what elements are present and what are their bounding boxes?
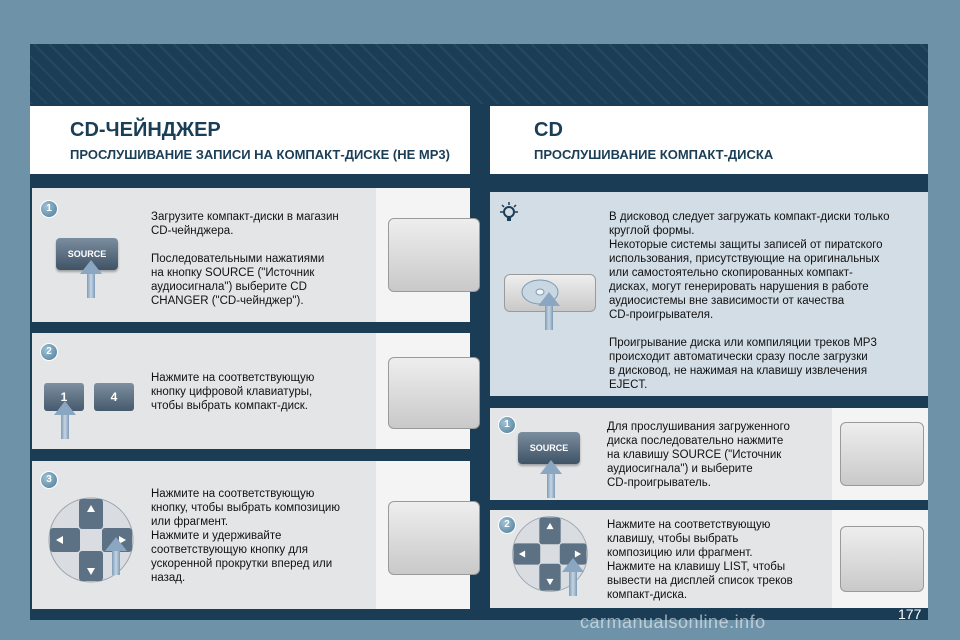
arrow-up-icon [538, 292, 560, 306]
arrow-stem [87, 274, 95, 298]
step-badge: 1 [498, 416, 516, 434]
step-text: Нажмите на соответствующую кнопку цифровой клавиатуры, чтобы выбрать компакт-диск. [151, 372, 315, 412]
arrow-stem [569, 572, 577, 596]
left-title: CD-ЧЕЙНДЖЕР [70, 119, 221, 141]
header-band [30, 44, 928, 104]
radio-image [832, 408, 928, 500]
source-button: SOURCE [518, 432, 580, 464]
arrow-up-icon [80, 260, 102, 274]
right-step-1-panel [490, 408, 928, 500]
arrow-up-icon [54, 401, 76, 415]
key-1: 1 [44, 383, 84, 411]
right-title: CD [534, 119, 563, 141]
right-subtitle: ПРОСЛУШИВАНИЕ КОМПАКТ-ДИСКА [534, 147, 774, 162]
radio-dpad-icon [840, 526, 924, 592]
watermark: carmanualsonline.info [580, 612, 766, 632]
right-step-2-panel [490, 510, 928, 608]
key-4: 4 [94, 383, 134, 411]
arrow-up-icon [562, 558, 584, 572]
step-badge: 3 [40, 471, 58, 489]
left-step-2-panel [32, 333, 470, 449]
arrow-up-icon [540, 460, 562, 474]
radio-image [376, 188, 470, 322]
step-badge: 1 [40, 200, 58, 218]
page-number: 177 [898, 606, 922, 622]
step-text: Нажмите на соответствующую кнопку, чтобы выбрать композицию или фрагмент. Нажмите и удерживайте соответствующую кнопку для ускоренной прокрутки вперед или назад. [151, 488, 340, 584]
step-text: Загрузите компакт-диски в магазин CD-чейнджера. Последовательными нажатиями на кнопку SOURCE ("Источник аудиосигнала") выберите CD CHANGER ("CD-чейнджер"). [151, 211, 339, 307]
left-step-3-panel [32, 461, 470, 609]
step-text: Для прослушивания загруженного диска последовательно нажмите на клавишу SOURCE ("Источник аудиосигнала") и выберите CD-проигрыватель. [607, 421, 790, 489]
arrow-stem [61, 415, 69, 439]
radio-unit-icon [388, 218, 480, 292]
left-step-1-panel [32, 188, 470, 322]
radio-image [376, 461, 470, 609]
radio-keypad-icon [388, 357, 480, 429]
step-badge: 2 [498, 516, 516, 534]
arrow-stem [112, 551, 120, 575]
dpad-icon [510, 514, 590, 594]
radio-unit-icon [840, 422, 924, 486]
step-text: Нажмите на соответствующую клавишу, чтобы выбрать композицию или фрагмент. Нажмите на клавишу LIST, чтобы вывести на дисплей список треков компакт-диска. [607, 519, 793, 601]
arrow-stem [547, 474, 555, 498]
bulb-icon [498, 202, 520, 224]
arrow-stem [545, 306, 553, 330]
radio-dpad-icon [388, 501, 480, 575]
step-badge: 2 [40, 343, 58, 361]
radio-image [832, 510, 928, 608]
info-text: В дисковод следует загружать компакт-диски только круглой формы. Некоторые системы защиты записей от пиратского использования, присутствующие на оригинальных или самостоятельно скопированных компакт- дисках, могут генерировать нарушения в работе аудиосистемы вне зависимости от качества CD-проигрывателя. Проигрывание диска или компиляции треков MP3 происходит автоматически сразу после загрузки в дисковод, не нажимая на клавишу извлечения EJECT. [609, 211, 890, 391]
right-info-panel [490, 192, 928, 396]
radio-image [376, 333, 470, 449]
source-button: SOURCE [56, 238, 118, 270]
left-subtitle: ПРОСЛУШИВАНИЕ ЗАПИСИ НА КОМПАКТ-ДИСКЕ (НЕ MP3) [70, 147, 450, 162]
right-title-box [490, 106, 928, 174]
arrow-up-icon [105, 537, 127, 551]
left-title-box [30, 106, 470, 174]
